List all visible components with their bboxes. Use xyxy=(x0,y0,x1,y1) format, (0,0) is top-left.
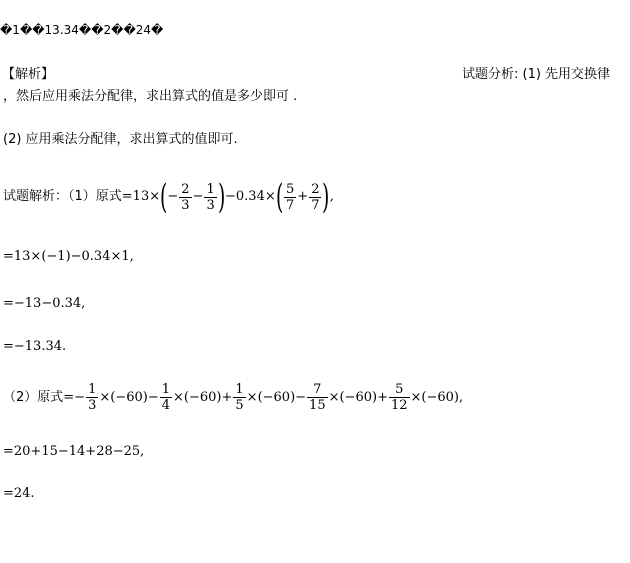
fraction xyxy=(233,382,245,413)
numerator: 1 xyxy=(206,181,215,197)
operator: − xyxy=(192,189,204,204)
fraction xyxy=(389,382,410,413)
term: ×(−60)− xyxy=(99,389,159,405)
fraction xyxy=(160,382,172,413)
eq1-f1-sign: − xyxy=(167,189,179,204)
left-paren: ( xyxy=(160,177,168,217)
right-paren: ) xyxy=(217,177,226,217)
solution-step-3: =−13−0.34, xyxy=(3,296,86,311)
left-paren: ( xyxy=(275,177,284,217)
term: ×(−60), xyxy=(410,389,464,405)
numerator: 5 xyxy=(389,382,410,398)
eq2-start: =− xyxy=(63,389,86,405)
fraction xyxy=(204,182,216,213)
denominator: 3 xyxy=(206,197,215,213)
denominator: 4 xyxy=(161,398,171,413)
numerator: 2 xyxy=(311,181,320,197)
denominator: 7 xyxy=(311,197,320,213)
analysis-part2: (2) 应用乘法分配律，求出算式的值即可. xyxy=(3,132,238,147)
eq1-end: , xyxy=(329,189,334,204)
answer-header: �1��13.34��2��24� xyxy=(0,23,164,37)
denominator: 7 xyxy=(286,197,295,213)
analysis-intro: 试题分析: (1) 先用交换律 xyxy=(462,67,611,82)
numerator: 5 xyxy=(286,181,295,197)
numerator: 7 xyxy=(307,382,328,398)
term: ×(−60)− xyxy=(246,389,307,405)
numerator: 1 xyxy=(235,382,244,397)
fraction xyxy=(284,182,296,213)
denominator: 15 xyxy=(309,398,326,413)
eq1-mid: −0.34× xyxy=(225,189,276,204)
denominator: 3 xyxy=(181,197,190,213)
denominator: 5 xyxy=(235,398,244,413)
solution-step-2: =13×(−1)−0.34×1, xyxy=(3,249,134,264)
denominator: 12 xyxy=(390,398,408,413)
solution-equation-1 xyxy=(3,177,334,217)
solution-label: 试题解析：（1）原式 xyxy=(3,189,122,204)
solution-step-6: =24. xyxy=(3,486,35,501)
solution-step-5: =20+15−14+28−25, xyxy=(3,444,145,459)
operator: + xyxy=(297,189,309,204)
solution-step-4: =−13.34. xyxy=(3,339,67,354)
fraction xyxy=(309,182,321,213)
term: ×(−60)+ xyxy=(173,389,233,405)
analysis-continuation: ，然后应用乘法分配律，求出算式的值是多少即可 . xyxy=(3,89,298,104)
analysis-title: 【解析】 xyxy=(2,67,55,82)
part2-label: （2）原式 xyxy=(3,389,64,405)
denominator: 3 xyxy=(88,398,97,413)
numerator: 2 xyxy=(181,181,190,197)
numerator: 1 xyxy=(161,382,171,397)
fraction xyxy=(307,382,328,413)
term: ×(−60)+ xyxy=(328,389,388,405)
numerator: 1 xyxy=(88,382,97,397)
fraction xyxy=(179,182,191,213)
eq1-start: =13× xyxy=(121,189,161,204)
fraction xyxy=(86,382,98,413)
solution-equation-2 xyxy=(3,382,463,413)
right-paren: ) xyxy=(322,177,330,217)
